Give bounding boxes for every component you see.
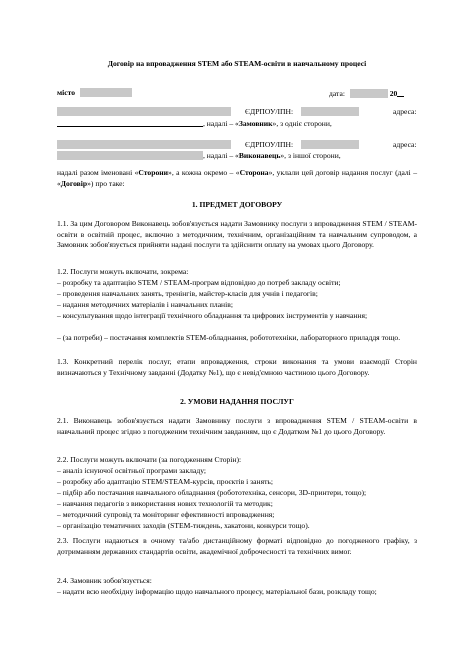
executor-party-line-1 [57, 140, 417, 151]
customer-tail-post: », з одніє сторони, [272, 119, 332, 128]
clause-2-2-item-5: – методичний супровід та моніторинг ефективності впровадження; [57, 510, 275, 519]
date-label: дата: [329, 89, 345, 98]
executor-edrpou-field[interactable] [301, 140, 359, 149]
intro-text-2: », а кожна окремо – « [168, 168, 240, 177]
clause-2-2-item-2: – розробку або адаптацію STEM/STEAM-курсів, проєктів і занять; [57, 477, 273, 486]
customer-role-name: Замовник [238, 119, 273, 128]
customer-edrpou-group [245, 107, 359, 118]
intro-paragraph [57, 168, 417, 189]
city-field[interactable] [80, 88, 132, 97]
clause-2-4-head: 2.4. Замовник зобов'язується: [57, 576, 152, 585]
clause-2-3: 2.3. Послуги надаються в очному та/або дистанційному форматі відповідно до погодженого графіку, з дотриманням державних стандартів освіти, академічної доброчесності та технічних вимог. [57, 536, 417, 556]
executor-role-name: Виконавець [238, 151, 281, 160]
clause-1-2-item-4: – консультування щодо інтеграції технічного обладнання та цифрових інструментів у навчання; [57, 311, 368, 320]
executor-edrpou-group [245, 140, 359, 151]
clause-2-2-item-6: – організацію тематичних заходів (STEM-тиждень, хакатони, конкурси тощо). [57, 521, 310, 530]
clause-2-2-item-4: – навчання педагогів з використання нових технологій та методик; [57, 499, 273, 508]
clause-1-3: 1.3. Конкретний перелік послуг, етапи впровадження, строки виконання та умови взаємодії Сторін визначаються у Технічному завданні (Додатку №1), що є невід'ємною частиною цього Договору. [57, 357, 417, 377]
intro-side: Сторона [239, 168, 269, 177]
executor-tail-pre: , надалі – « [203, 151, 239, 160]
clause-2-1: 2.1. Виконавець зобов'язується надати Замовнику послуги з впровадження STEM / STEAM-освіти в навчальний процес згідно з погодженим технічним завданням, що є Додатком №1 до цього Договору. [57, 416, 417, 436]
executor-edrpou-label: ЄДРПОУ/ІПН: [245, 140, 294, 149]
clause-2-2-item-3: – підбір або постачання навчального обладнання (робототехніка, сенсори, 3D-принтери, тощо); [57, 488, 367, 497]
executor-party-line-2 [57, 151, 417, 162]
date-field[interactable] [350, 89, 388, 98]
customer-address-field[interactable] [57, 118, 203, 127]
customer-party-line-1 [57, 107, 417, 118]
executor-address-label: адреса: [393, 140, 417, 149]
date-group [329, 88, 404, 100]
section-2-heading: 2. УМОВИ НАДАННЯ ПОСЛУГ [180, 397, 294, 406]
clause-1-2-item-1: – розробку та адаптацію STEM / STEAM-програм відповідно до потреб закладу освіти; [57, 278, 341, 287]
intro-contract: Договір [60, 178, 88, 188]
clause-1-1: 1.1. За цим Договором Виконавець зобов'язується надати Замовнику послуги з впровадження STEM / STEAM-освіти в освітній процес, включно з методичним, технічним, організаційним та навчальним супроводом, а Замовник зобов'язується прийняти надані послуги та здійснити оплату на умовах цього Договору. [57, 219, 417, 250]
clause-1-2-head: 1.2. Послуги можуть включати, зокрема: [57, 267, 189, 276]
customer-address-label: адреса: [393, 107, 417, 116]
customer-name-field[interactable] [57, 107, 231, 116]
intro-text-1: надалі разом іменовані « [57, 168, 139, 177]
year-field[interactable] [397, 88, 404, 97]
customer-edrpou-label: ЄДРПОУ/ІПН: [245, 107, 294, 116]
section-1-heading: 1. ПРЕДМЕТ ДОГОВОРУ [191, 200, 283, 209]
year-prefix: 20 [389, 89, 398, 98]
clause-2-4-item-1: – надати всю необхідну інформацію щодо навчального процесу, матеріальної бази, розкладу тощо; [57, 587, 377, 596]
document-title: Договір на впровадження STEM або STEAM-освіти в навчальному процесі [107, 59, 367, 68]
clause-2-2-item-1: – аналіз існуючої освітньої програми закладу; [57, 466, 207, 475]
clause-2-2-head: 2.2. Послуги можуть включати (за погодженням Сторін): [57, 455, 242, 464]
clause-1-2-item-2: – проведення навчальних занять, тренінгів, майстер-класів для учнів і педагогів; [57, 289, 318, 298]
customer-tail-pre: , надалі – « [203, 119, 239, 128]
city-label: місто [57, 88, 76, 97]
intro-text-4: ») про таке: [87, 178, 125, 188]
clause-1-2-item-5: – (за потреби) – постачання комплектів STEM-обладнання, робототехніки, лабораторного приладдя тощо. [57, 333, 401, 342]
intro-text-3: », уклали цей договір надання послуг (далі – « [57, 168, 417, 188]
clause-1-2-item-3: – надання методичних матеріалів і навчальних планів; [57, 300, 233, 309]
city-date-line [57, 88, 417, 99]
executor-address-field[interactable] [57, 151, 203, 160]
intro-sides: Сторони [138, 168, 169, 177]
customer-edrpou-field[interactable] [301, 107, 359, 116]
executor-name-field[interactable] [57, 140, 231, 149]
customer-party-line-2 [57, 118, 417, 130]
executor-tail-post: », з іншої сторони, [280, 151, 341, 160]
